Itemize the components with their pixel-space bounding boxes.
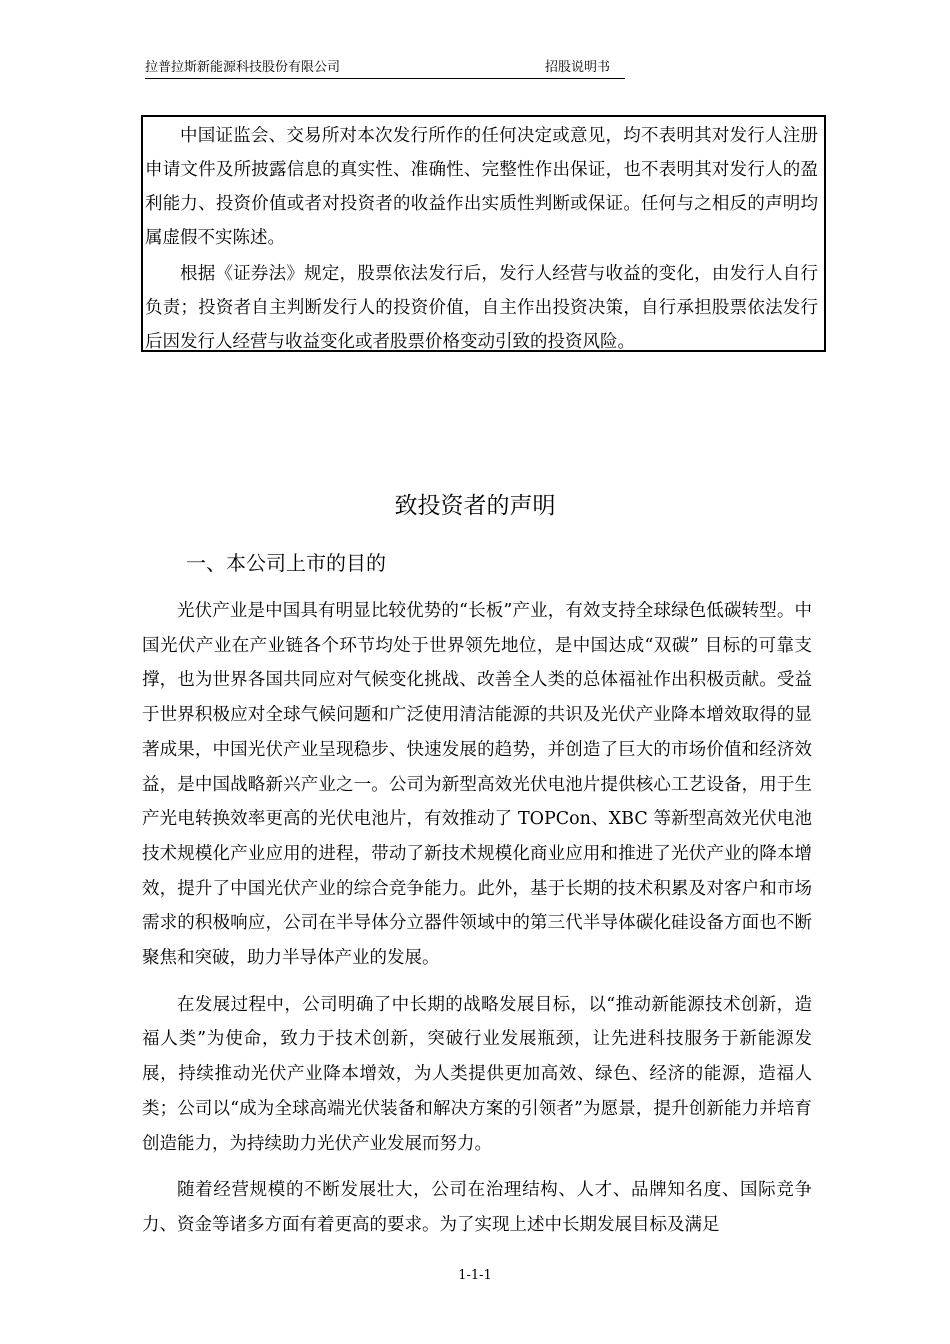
page-header bbox=[145, 58, 625, 79]
section-heading: 一、本公司上市的目的 bbox=[186, 551, 386, 575]
body-paragraph: 随着经营规模的不断发展壮大，公司在治理结构、人才、品牌知名度、国际竞争力、资金等诸多方面有着更高的要求。为了实现上述中长期发展目标及满足 bbox=[142, 1180, 812, 1235]
page-number: 1-1-1 bbox=[458, 1268, 492, 1283]
regulatory-notice-box bbox=[141, 115, 826, 352]
section-body bbox=[142, 594, 812, 1243]
header-document-name: 招股说明书 bbox=[545, 60, 611, 75]
body-paragraph: 在发展过程中，公司明确了中长期的战略发展目标，以“推动新能源技术创新，造福人类”为使命，致力于技术创新，突破行业发展瓶颈，让先进科技服务于新能源发展，持续推动光伏产业降本增效，为人类提供更加高效、绿色、经济的能源，造福人类；公司以“成为全球高端光伏装备和解决方案的引领者”为愿景，提升创新能力并培育创造能力，为持续助力光伏产业发展而努力。 bbox=[142, 994, 812, 1154]
header-company-name: 拉普拉斯新能源科技股份有限公司 bbox=[145, 60, 341, 75]
notice-paragraph: 根据《证券法》规定，股票依法发行后，发行人经营与收益的变化，由发行人自行负责；投资者自主判断发行人的投资价值，自主作出投资决策，自行承担股票依法发行后因发行人经营与收益变化或者股票价格变动引致的投资风险。 bbox=[145, 264, 818, 352]
notice-paragraph: 中国证监会、交易所对本次发行所作的任何决定或意见，均不表明其对发行人注册申请文件及所披露信息的真实性、准确性、完整性作出保证，也不表明其对发行人的盈利能力、投资价值或者对投资者的收益作出实质性判断或保证。任何与之相反的声明均属虚假不实陈述。 bbox=[145, 126, 818, 248]
body-paragraph: 光伏产业是中国具有明显比较优势的“长板”产业，有效支持全球绿色低碳转型。中国光伏产业在产业链各个环节均处于世界领先地位，是中国达成“双碳” 目标的可靠支撑，也为世界各国共同应对气候变化挑战、改善全人类的总体福祉作出积极贡献。受益于世界积极应对全球气候问题和广泛使用清洁能源的共识及光伏产业降本增效取得的显著成果，中国光伏产业呈现稳步、快速发展的趋势，并创造了巨大的市场价值和经济效益，是中国战略新兴产业之一。公司为新型高效光伏电池片提供核心工艺设备，用于生产光电转换效率更高的光伏电池片，有效推动了 TOPCon、XBC 等新型高效光伏电池技术规模化产业应用的进程，带动了新技术规模化商业应用和推进了光伏产业的降本增效，提升了中国光伏产业的综合竞争能力。此外，基于长期的技术积累及对客户和市场需求的积极响应，公司在半导体分立器件领域中的第三代半导体碳化硅设备方面也不断聚焦和突破，助力半导体产业的发展。 bbox=[142, 601, 812, 969]
page-title: 致投资者的声明 bbox=[394, 493, 556, 519]
